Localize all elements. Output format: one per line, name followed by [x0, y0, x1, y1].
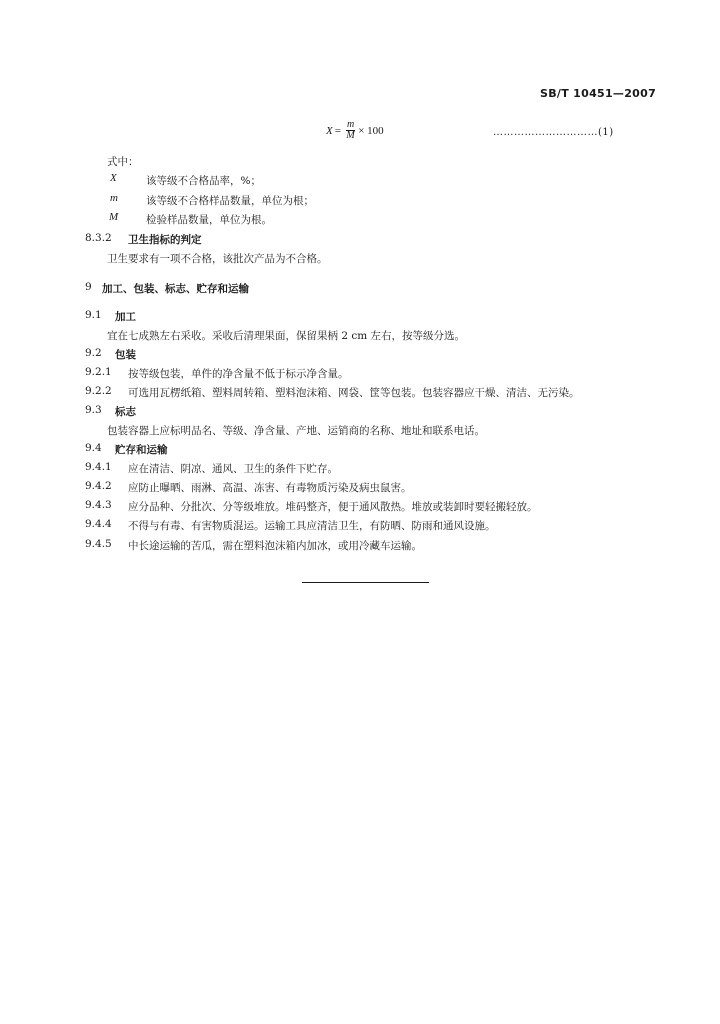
def-symbol-X: X: [110, 172, 117, 184]
section-9-3-title: 标志: [115, 406, 136, 418]
formula-lhs: X: [326, 124, 333, 137]
section-9-title: 加工、包装、标志、贮存和运输: [102, 283, 249, 295]
def-text-M: 检验样品数量，单位为根。: [146, 214, 272, 226]
def-text-m: 该等级不合格样品数量，单位为根；: [146, 195, 314, 207]
section-9-1-title: 加工: [115, 311, 136, 323]
standard-number: SB/T 10451—2007: [540, 87, 657, 100]
formula-fraction: [346, 120, 355, 141]
formula-denominator: M: [346, 130, 355, 141]
formula-equals: =: [334, 124, 341, 137]
section-9-2-1-number: 9.2.1: [85, 366, 112, 378]
section-9-3-number: 9.3: [85, 404, 102, 416]
section-9-1-body: 宜在七成熟左右采收。采收后清理果面，保留果柄 2 cm 左右，按等级分选。: [107, 330, 466, 342]
def-symbol-M: M: [109, 211, 119, 223]
section-9-4-title: 贮存和运输: [115, 444, 168, 456]
section-9-2-2-body: 可选用瓦楞纸箱、塑料周转箱、塑料泡沫箱、网袋、筐等包装。包装容器应干燥、清洁、无污染。: [128, 387, 580, 399]
where-intro: 式中：: [107, 156, 139, 168]
section-9-4-3-body: 应分品种、分批次、分等级堆放。堆码整齐，便于通风散热。堆放或装卸时要轻搬轻放。: [128, 501, 538, 513]
def-text-X: 该等级不合格品率，%；: [146, 175, 261, 187]
section-9-4-5-number: 9.4.5: [85, 538, 112, 550]
section-8-3-2-number: 8.3.2: [85, 232, 112, 244]
formula-times: × 100: [358, 124, 384, 137]
section-9-4-1-number: 9.4.1: [85, 461, 112, 473]
section-9-4-5-body: 中长途运输的苦瓜，需在塑料泡沫箱内加冰，或用冷藏车运输。: [128, 540, 422, 552]
equation-number: …………………………(1): [493, 127, 614, 138]
formula: [326, 120, 384, 141]
section-9-1-number: 9.1: [85, 309, 102, 321]
section-9-3-body: 包装容器上应标明品名、等级、净含量、产地、运销商的名称、地址和联系电话。: [107, 425, 485, 437]
formula-numerator: m: [346, 119, 355, 130]
section-8-3-2-title: 卫生指标的判定: [128, 234, 202, 246]
section-9-4-number: 9.4: [85, 442, 102, 454]
section-9-2-1-body: 按等级包装，单件的净含量不低于标示净含量。: [128, 368, 349, 380]
section-9-4-1-body: 应在清洁、阴凉、通风、卫生的条件下贮存。: [128, 463, 338, 475]
section-9-2-2-number: 9.2.2: [85, 385, 112, 397]
section-9-2-title: 包装: [115, 349, 136, 361]
section-9-2-number: 9.2: [85, 347, 102, 359]
section-9-4-4-body: 不得与有毒、有害物质混运。运输工具应清洁卫生，有防晒、防雨和通风设施。: [128, 520, 496, 532]
section-9-4-2-number: 9.4.2: [85, 480, 112, 492]
def-symbol-m: m: [110, 192, 118, 204]
section-8-3-2-body: 卫生要求有一项不合格，该批次产品为不合格。: [107, 253, 328, 265]
section-9-4-3-number: 9.4.3: [85, 499, 112, 511]
section-9-4-4-number: 9.4.4: [85, 518, 112, 530]
end-rule: [302, 582, 429, 583]
section-9-number: 9: [85, 281, 92, 293]
section-9-4-2-body: 应防止曝晒、雨淋、高温、冻害、有毒物质污染及病虫鼠害。: [128, 482, 412, 494]
